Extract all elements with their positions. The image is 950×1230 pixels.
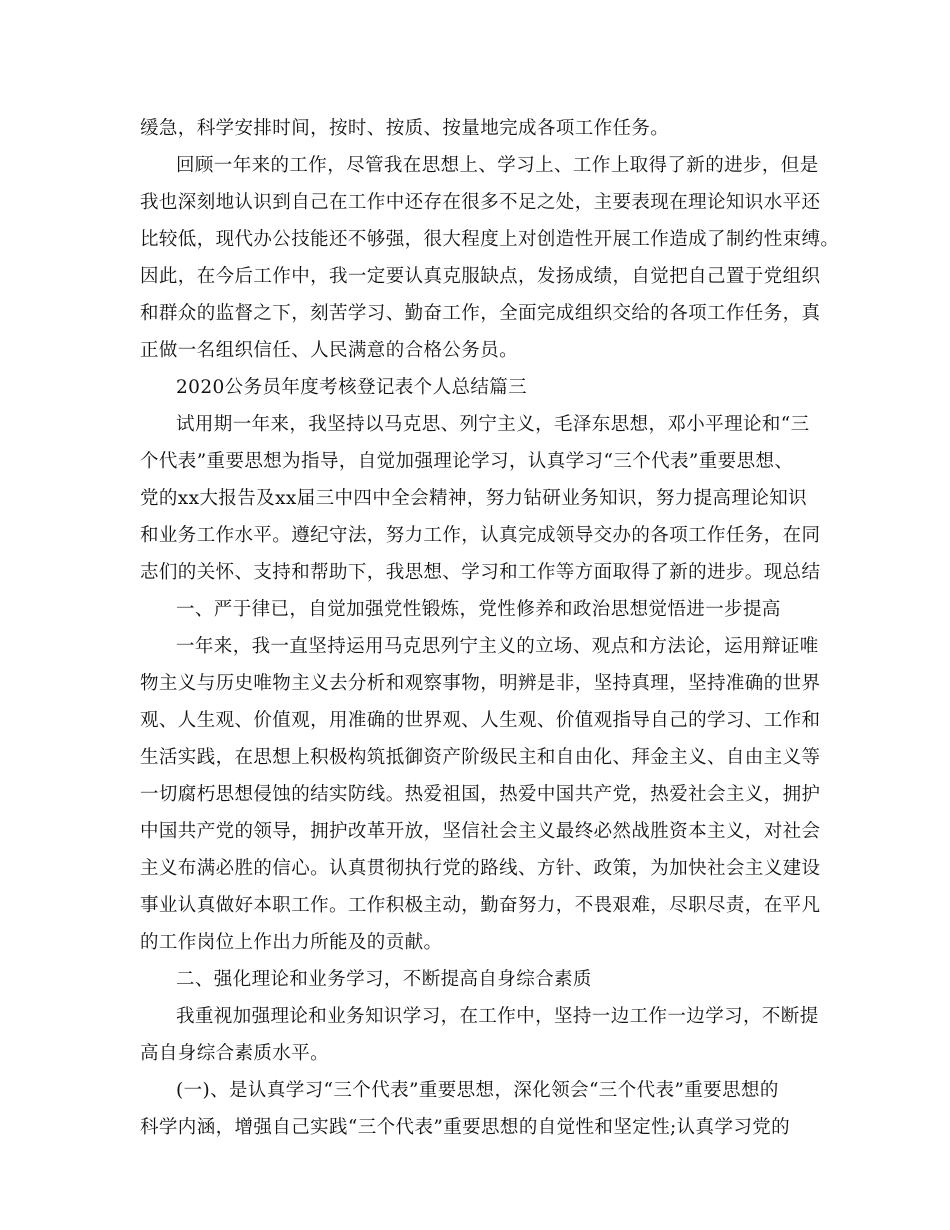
text-line: 正做一名组织信任、人民满意的合格公务员。 — [140, 340, 519, 361]
text-line: 我重视加强理论和业务知识学习，在工作中，坚持一边工作一边学习，不断提 — [176, 1006, 819, 1027]
section-heading: 2020公务员年度考核登记表个人总结篇三 — [176, 377, 528, 398]
section-heading: 一、严于律已，自觉加强党性锻炼，党性修养和政治思想觉悟进一步提高 — [176, 599, 781, 620]
text-line: 个代表”重要思想为指导，自觉加强理论学习，认真学习“三个代表”重要思想、 — [140, 451, 794, 472]
text-line: 比较低，现代办公技能还不够强，很大程度上对创造性开展工作造成了制约性束缚。 — [140, 229, 840, 250]
text-line: 生活实践，在思想上积极构筑抵御资产阶级民主和自由化、拜金主义、自由主义等 — [140, 747, 821, 768]
text-line: 高自身综合素质水平。 — [140, 1043, 330, 1064]
section-heading: 二、强化理论和业务学习，不断提高自身综合素质 — [176, 969, 592, 990]
text-line: 一年来，我一直坚持运用马克思列宁主义的立场、观点和方法论，运用辩证唯 — [176, 636, 819, 657]
text-line: 和群众的监督之下，刻苦学习、勤奋工作，全面完成组织交给的各项工作任务，真 — [140, 303, 821, 324]
text-line: 事业认真做好本职工作。工作积极主动，勤奋努力，不畏艰难，尽职尽责，在平凡 — [140, 895, 821, 916]
text-line: 观、人生观、价值观，用准确的世界观、人生观、价值观指导自己的学习、工作和 — [140, 710, 821, 731]
text-line: 因此，在今后工作中，我一定要认真克服缺点，发扬成绩，自觉把自己置于党组织 — [140, 266, 821, 287]
text-line: 的工作岗位上作出力所能及的贡献。 — [140, 932, 443, 953]
text-line: 物主义与历史唯物主义去分析和观察事物，明辨是非，坚持真理，坚持准确的世界 — [140, 673, 821, 694]
text-line: 主义布满必胜的信心。认真贯彻执行党的路线、方针、政策，为加快社会主义建设 — [140, 858, 821, 879]
text-line: 回顾一年来的工作，尽管我在思想上、学习上、工作上取得了新的进步，但是 — [176, 155, 819, 176]
text-line: (一)、是认真学习“三个代表”重要思想，深化领会“三个代表”重要思想的 — [176, 1080, 779, 1101]
text-line: 我也深刻地认识到自己在工作中还存在很多不足之处，主要表现在理论知识水平还 — [140, 192, 821, 213]
text-line: 试用期一年来，我坚持以马克思、列宁主义，毛泽东思想，邓小平理论和“三 — [176, 414, 810, 435]
text-line: 中国共产党的领导，拥护改革开放，坚信社会主义最终必然战胜资本主义，对社会 — [140, 821, 821, 842]
text-line: 党的xx大报告及xx届三中四中全会精神，努力钻研业务知识，努力提高理论知识 — [140, 488, 808, 509]
text-line: 志们的关怀、支持和帮助下，我思想、学习和工作等方面取得了新的进步。现总结 — [140, 562, 821, 583]
text-line: 一切腐朽思想侵蚀的结实防线。热爱祖国，热爱中国共产党，热爱社会主义，拥护 — [140, 784, 821, 805]
text-line: 缓急，科学安排时间，按时、按质、按量地完成各项工作任务。 — [140, 118, 670, 139]
text-line: 和业务工作水平。遵纪守法，努力工作，认真完成领导交办的各项工作任务，在同 — [140, 525, 821, 546]
text-line: 科学内涵，增强自己实践“三个代表”重要思想的自觉性和坚定性;认真学习党的 — [140, 1117, 791, 1138]
